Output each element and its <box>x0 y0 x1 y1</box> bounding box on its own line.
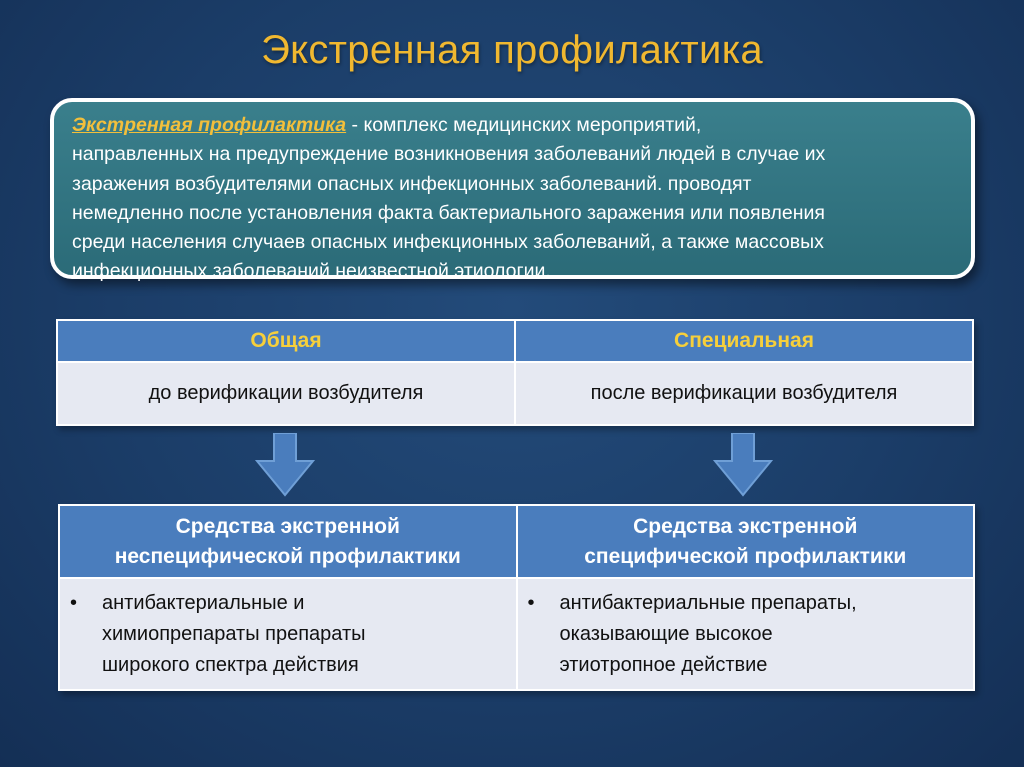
list-item <box>70 588 506 681</box>
header-specific <box>517 505 975 578</box>
bullet: • <box>527 592 535 614</box>
means-table <box>58 504 975 691</box>
definition-box <box>50 98 975 283</box>
list-item-text <box>102 588 366 681</box>
cell-specific-means <box>517 578 975 690</box>
arrow-down-icon <box>713 433 773 497</box>
bullet: • <box>70 592 78 614</box>
means-body-row <box>59 578 974 690</box>
list-item-line-2: химиопрепараты препараты <box>102 623 366 645</box>
list-item <box>528 588 964 681</box>
header-nonspecific <box>59 505 517 578</box>
definition-line-6: инфекционных заболеваний неизвестной этиологии. <box>72 260 551 283</box>
cell-after-verification: после верификации возбудителя <box>515 362 973 425</box>
cell-nonspecific-means <box>59 578 517 690</box>
arrow-down-icon <box>255 433 315 497</box>
types-table <box>56 319 974 426</box>
cell-before-verification: до верификации возбудителя <box>57 362 515 425</box>
list-item-line-2: оказывающие высокое <box>559 623 773 645</box>
header-nonspecific-line-1: Средства экстренной <box>175 514 400 538</box>
definition-text-1: - комплекс медицинских мероприятий, <box>346 114 702 136</box>
slide-title: Экстренная профилактика <box>261 28 763 72</box>
definition-line-1 <box>72 111 953 140</box>
header-nonspecific-line-2: неспецифической профилактики <box>114 544 461 568</box>
header-specific-line-2: специфической профилактики <box>584 544 907 568</box>
list-item-line-3: широкого спектра действия <box>102 654 359 676</box>
definition-line-4: немедленно после установления факта бактериального заражения или появления <box>72 201 825 224</box>
definition-term: Экстренная профилактика <box>72 114 347 136</box>
list-item-line-3: этиотропное действие <box>559 654 768 676</box>
definition-line-2: направленных на предупреждение возникновения заболеваний людей в случае их <box>72 143 826 166</box>
header-general: Общая <box>57 320 515 362</box>
list-item-line-1: антибактериальные и <box>102 592 305 614</box>
definition-line-3: заражения возбудителями опасных инфекционных заболеваний. проводят <box>72 172 752 195</box>
types-body-row <box>57 362 973 425</box>
list-item-line-1: антибактериальные препараты, <box>559 592 857 614</box>
list-item-text <box>560 588 857 681</box>
types-header-row <box>57 320 973 362</box>
header-special: Специальная <box>515 320 973 362</box>
means-header-row <box>59 505 974 578</box>
definition-line-5: среди населения случаев опасных инфекционных заболеваний, а также массовых <box>72 231 824 254</box>
header-specific-line-1: Средства экстренной <box>633 514 858 538</box>
